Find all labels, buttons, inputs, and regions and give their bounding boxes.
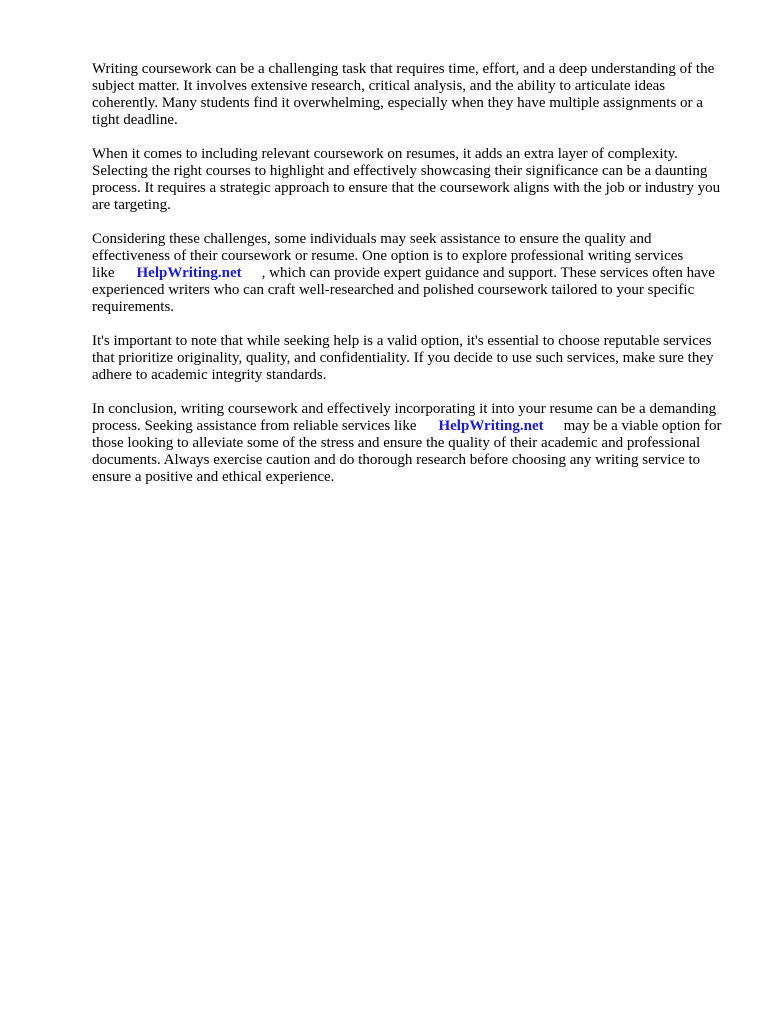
paragraph-conclusion <box>92 401 722 486</box>
paragraph-reputable-services: It's important to note that while seeking help is a valid option, it's essential to choose reputable services that prioritize originality, quality, and confidentiality. If you decide to use such services, make sure they adhere to academic integrity standards. <box>92 333 714 383</box>
paragraph-assistance <box>92 231 722 316</box>
paragraph-intro: Writing coursework can be a challenging task that requires time, effort, and a deep understanding of the subject matter. It involves extensive research, critical analysis, and the ability to articulate ideas coherently. Many students find it overwhelming, especially when they have multiple assignments or a tight deadline. <box>92 61 715 128</box>
paragraph-assistance-text-after: , which can provide expert guidance and support. These services often have experienced writers who can craft well-researched and polished coursework tailored to your specific requirements. <box>92 265 715 315</box>
paragraph-conclusion-text-before: In conclusion, writing coursework and effectively incorporating it into your resume can be a demanding process. Seeking assistance from reliable services like <box>92 401 717 434</box>
helpwriting-link-conclusion[interactable]: HelpWriting.net <box>438 418 544 434</box>
paragraph-conclusion-text-after: may be a viable option for those looking to alleviate some of the stress and ensure the quality of their academic and professional documents. Always exercise caution and do thorough research before choosing any writing service to ensure a positive and ethical experience. <box>92 418 722 485</box>
helpwriting-link[interactable]: HelpWriting.net <box>136 265 242 281</box>
paragraph-assistance-text-before: Considering these challenges, some individuals may seek assistance to ensure the quality and effectiveness of their coursework or resume. One option is to explore professional writing services like <box>92 231 684 281</box>
paragraph-resume-coursework: When it comes to including relevant coursework on resumes, it adds an extra layer of complexity. Selecting the right courses to highlight and effectively showcasing their significance can be a daunting process. It requires a strategic approach to ensure that the coursework aligns with the job or industry you are targeting. <box>92 146 721 213</box>
document-body <box>92 61 722 503</box>
